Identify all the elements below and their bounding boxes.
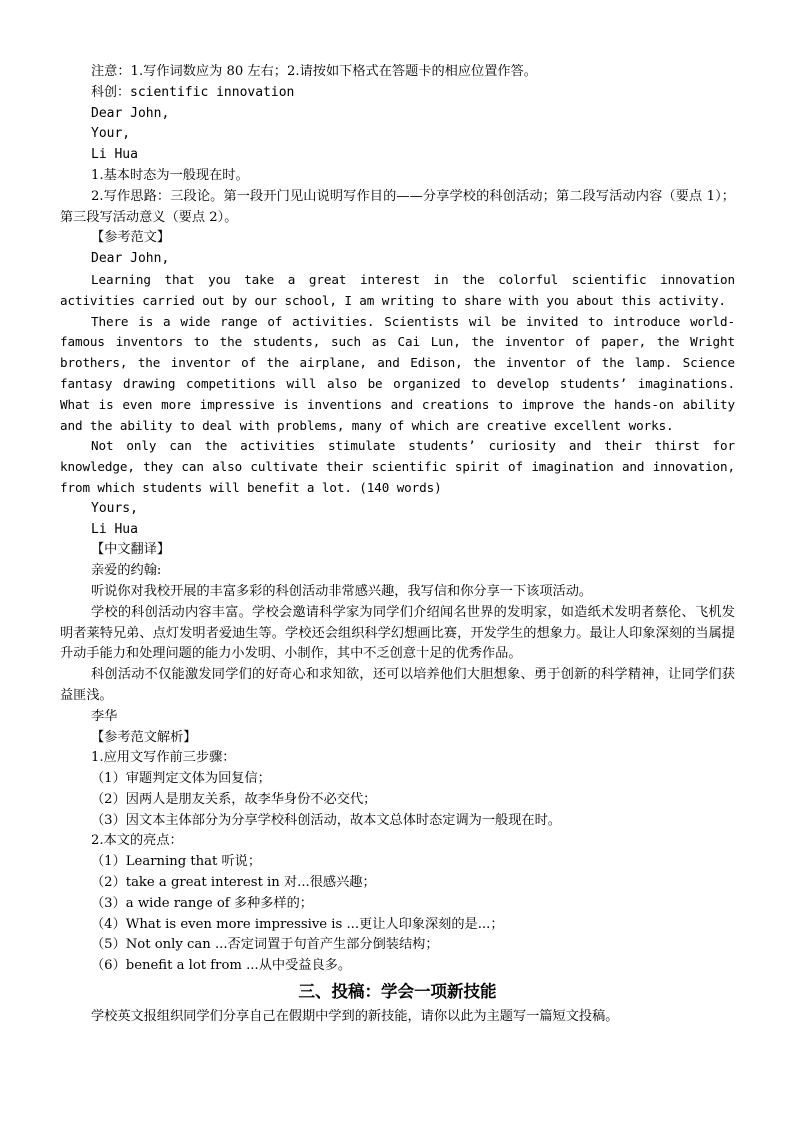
sample-signature: Li Hua [91,521,138,537]
translation-paragraph-3: 科创活动不仅能激发同学们的好奇心和求知欲，还可以培养他们大胆想象、勇于创新的科学精神，让同学们获益匪浅。 [60,667,735,703]
greeting-line: Dear John, [91,105,170,121]
steps-title: 1.应用文写作前三步骤： [91,750,236,766]
analysis-header: 【参考范文解析】 [91,729,197,745]
highlights-title: 2.本文的亮点： [91,833,183,849]
translation-paragraph-1: 听说你对我校开展的丰富多彩的科创活动非常感兴趣，我写信和你分享一下该项活动。 [91,583,593,599]
writing-idea: 2.写作思路：三段论。第一段开门见山说明写作目的——分享学校的科创活动；第二段写活动内容（要点 1）；第三段写活动意义（要点 2）。 [60,188,735,225]
highlight-item-1: （1）Learning that 听说； [91,854,262,870]
reference-header: 【参考范文】 [91,230,171,246]
sample-paragraph-1: Learning that you take a great interest in the colorful scientific innovation activities carried out by our school, I am writing to share with you about this activity. [60,271,735,308]
highlight-item-2: （2）take a great interest in 对...很感兴趣； [91,875,376,891]
tense-note: 1.基本时态为一般现在时。 [91,167,249,183]
closing-line: Your, [91,126,131,142]
step-item-3: （3）因文本主体部分为分享学校科创活动，故本文总体时态定调为一般现在时。 [91,812,561,828]
sample-greeting: Dear John, [91,251,170,267]
step-item-2: （2）因两人是朋友关系，故李华身份不必交代； [91,791,377,807]
document-page [60,62,735,1028]
translation-paragraph-2: 学校的科创活动内容丰富。学校会邀请科学家为同学们介绍闻名世界的发明家，如造纸术发明者蔡伦、飞机发明者莱特兄弟、点灯发明者爱迪生等。学校还会组织科学幻想画比赛，开发学生的想象力。最让人印象深刻的当属提升动手能力和处理问题的能力小发明、小制作，其中不乏创意十足的优秀作品。 [60,604,735,662]
task-prompt: 学校英文报组织同学们分享自己在假期中学到的新技能，请你以此为主题写一篇短文投稿。 [91,1009,619,1025]
translation-greeting: 亲爱的约翰: [91,563,162,579]
highlight-item-5: （5）Not only can ...否定词置于句首产生部分倒装结构； [91,937,439,953]
highlight-item-6: （6）benefit a lot from ...从中受益良多。 [91,958,352,974]
sample-closing: Yours, [91,500,138,516]
step-item-1: （1）审题判定文体为回复信； [91,771,271,787]
translation-header: 【中文翻译】 [91,542,171,558]
highlight-item-3: （3）a wide range of 多种多样的； [91,895,313,911]
sample-paragraph-3: Not only can the activities stimulate students’ curiosity and their thirst for knowledge, they can also cultivate their scientific spirit of imagination and innovation, from which students will benefit a lot. (140 words) [60,438,735,495]
translation-signature: 李华 [91,708,118,724]
section-title: 三、投稿：学会一项新技能 [298,982,497,1002]
kechuang-line: 科创：scientific innovation [91,84,295,100]
signature-line: Li Hua [91,147,138,163]
sample-paragraph-2: There is a wide range of activities. Scientists wil be invited to introduce world-famous inventors to the students, such as Cai Lun, the inventor of paper, the Wright brothers, the inventor of the airplane, and Edison, the inventor of the lamp. Science fantasy drawing competitions will also be organized to develop students’ imaginations. What is even more impressive is inventions and creations to improve the hands-on ability and the ability to deal with problems, many of which are creative excellent works. [60,313,735,433]
highlight-item-4: （4）What is even more impressive is ...更让人印象深刻的是...； [91,916,504,932]
note-line: 注意：1.写作词数应为 80 左右；2.请按如下格式在答题卡的相应位置作答。 [91,64,537,79]
